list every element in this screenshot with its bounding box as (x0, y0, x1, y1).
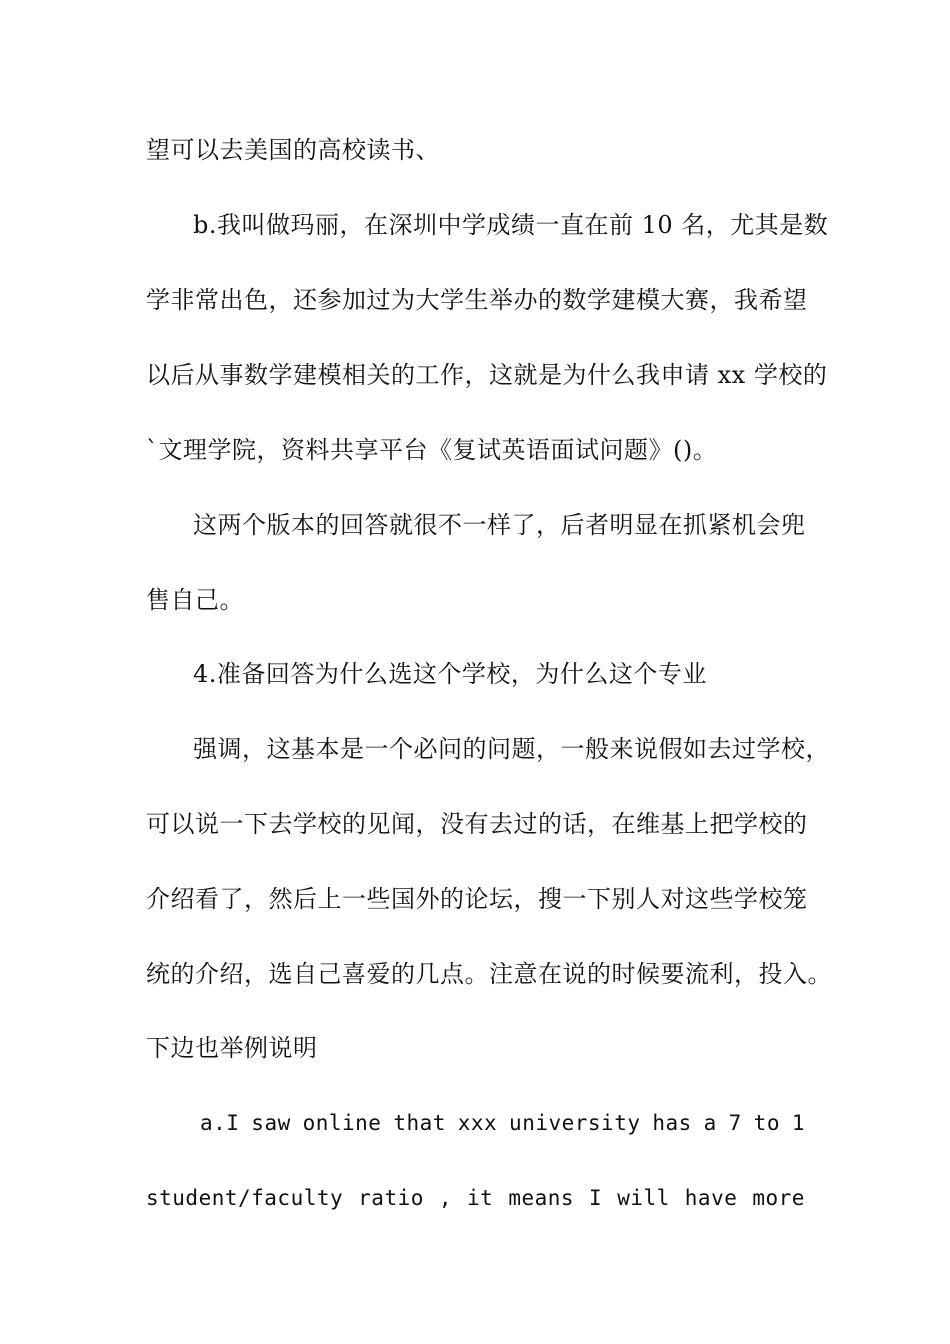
word: university (509, 1111, 641, 1135)
word: to (753, 1111, 780, 1135)
paragraph-line: b.我叫做玛丽，在深圳中学成绩一直在前 10 名，尤其是数 (193, 211, 829, 239)
word: online (302, 1111, 382, 1135)
word: have (684, 1186, 738, 1210)
word: has (652, 1111, 692, 1135)
word: it (467, 1186, 494, 1210)
word: that (393, 1111, 446, 1135)
paragraph-line: 学非常出色，还参加过为大学生举办的数学建模大赛，我希望 (146, 286, 808, 314)
paragraph-line: 这两个版本的回答就很不一样了，后者明显在抓紧机会兜 (193, 511, 806, 539)
word: more (752, 1186, 805, 1210)
paragraph-line: 介绍看了，然后上一些国外的论坛，搜一下别人对这些学校笼 (146, 885, 808, 913)
paragraph-line: 望可以去美国的高校读书、 (146, 136, 440, 164)
paragraph-line: `文理学院，资料共享平台《复试英语面试问题》()。 (146, 436, 718, 464)
paragraph-line: 售自己。 (146, 586, 244, 614)
word: ratio (358, 1186, 424, 1210)
paragraph-line: 下边也举例说明 (146, 1034, 318, 1062)
word: 1 (791, 1111, 805, 1135)
word: , (438, 1186, 453, 1210)
word: student/faculty (146, 1186, 344, 1210)
paragraph-line: 以后从事数学建模相关的工作，这就是为什么我申请 xx 学校的 (146, 361, 828, 389)
paragraph-line: 强调，这基本是一个必问的问题，一般来说假如去过学校， (193, 735, 830, 763)
word: 7 (728, 1111, 742, 1135)
word: means (508, 1186, 575, 1210)
word: saw (251, 1111, 291, 1135)
paragraph-line: 可以说一下去学校的见闻，没有去过的话，在维基上把学校的 (146, 810, 808, 838)
word: a (703, 1111, 717, 1135)
english-example-line-1 (200, 1107, 805, 1139)
word: will (617, 1186, 670, 1210)
english-example-line-2 (146, 1182, 805, 1214)
word: a.I (200, 1111, 240, 1135)
word: I (589, 1186, 603, 1210)
section-heading: 4.准备回答为什么选这个学校，为什么这个专业 (193, 660, 707, 688)
paragraph-line: 统的介绍，选自己喜爱的几点。注意在说的时候要流利，投入。 (146, 960, 832, 988)
word: xxx (457, 1111, 498, 1135)
